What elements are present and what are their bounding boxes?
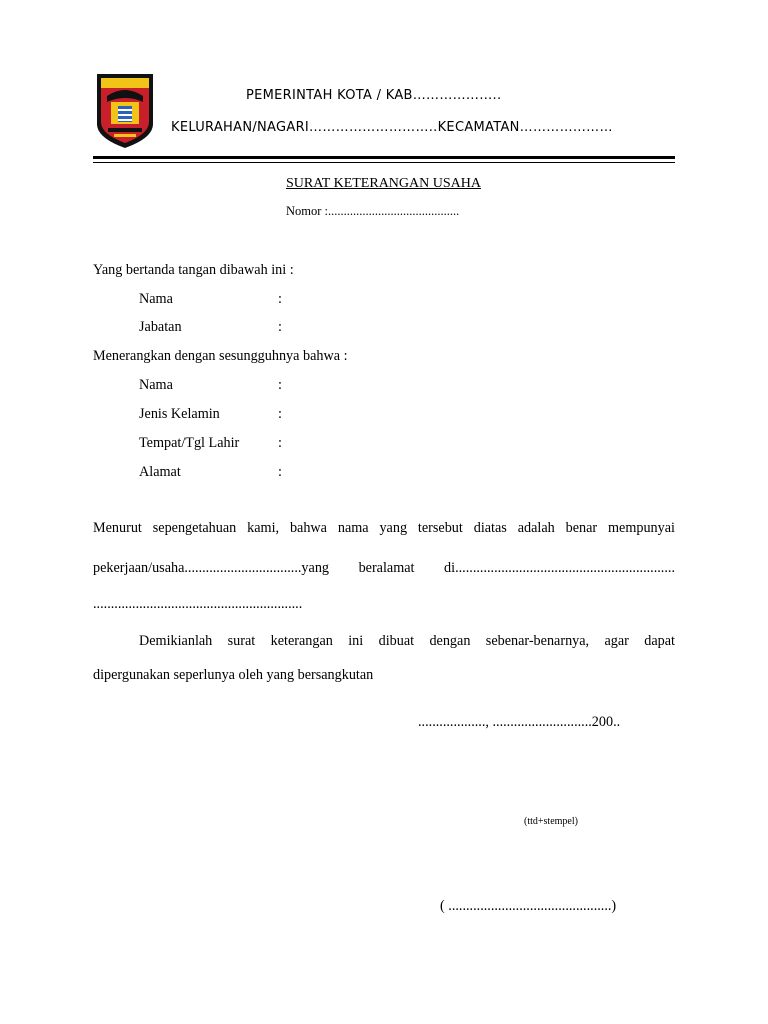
paragraph-line: dipergunakan seperlunya oleh yang bersangkutan xyxy=(93,667,374,683)
subject-field-colon: : xyxy=(278,406,282,422)
paragraph-line: Demikianlah surat keterangan ini dibuat dengan sebenar-benarnya, agar dapat xyxy=(139,633,675,649)
letter-number: Nomor :.......................................... xyxy=(286,204,460,218)
signature-note: (ttd+stempel) xyxy=(524,816,578,827)
header-divider-thin xyxy=(93,162,675,163)
government-header: PEMERINTAH KOTA / KAB……………….. xyxy=(246,88,502,103)
subject-field-colon: : xyxy=(278,464,282,480)
declaration-intro: Menerangkan dengan sesungguhnya bahwa : xyxy=(93,348,348,364)
signer-field-label: Jabatan xyxy=(139,319,182,335)
paragraph-line: pekerjaan/usaha.................................yang beralamat di.............................................................. xyxy=(93,560,675,576)
signer-intro: Yang bertanda tangan dibawah ini : xyxy=(93,262,294,278)
signer-field-colon: : xyxy=(278,319,282,335)
letter-title: SURAT KETERANGAN USAHA xyxy=(286,176,481,191)
paragraph-line: Menurut sepengetahuan kami, bahwa nama yang tersebut diatas adalah benar mempunyai xyxy=(93,520,675,536)
village-district-header: KELURAHAN/NAGARI………………………..KECAMATAN………………… xyxy=(171,120,613,135)
subject-field-label: Tempat/Tgl Lahir xyxy=(139,435,240,451)
subject-field-label: Alamat xyxy=(139,464,181,480)
header-divider-thick xyxy=(93,156,675,159)
signature-name-line: ( ..............................................) xyxy=(440,898,617,914)
subject-field-label: Jenis Kelamin xyxy=(139,406,220,422)
signer-field-label: Nama xyxy=(139,291,173,307)
subject-field-label: Nama xyxy=(139,377,173,393)
subject-field-colon: : xyxy=(278,377,282,393)
subject-field-colon: : xyxy=(278,435,282,451)
date-line: ..................., ............................200.. xyxy=(418,714,621,730)
paragraph-line: ........................................................... xyxy=(93,596,303,612)
government-emblem-icon xyxy=(94,72,156,150)
signer-field-colon: : xyxy=(278,291,282,307)
